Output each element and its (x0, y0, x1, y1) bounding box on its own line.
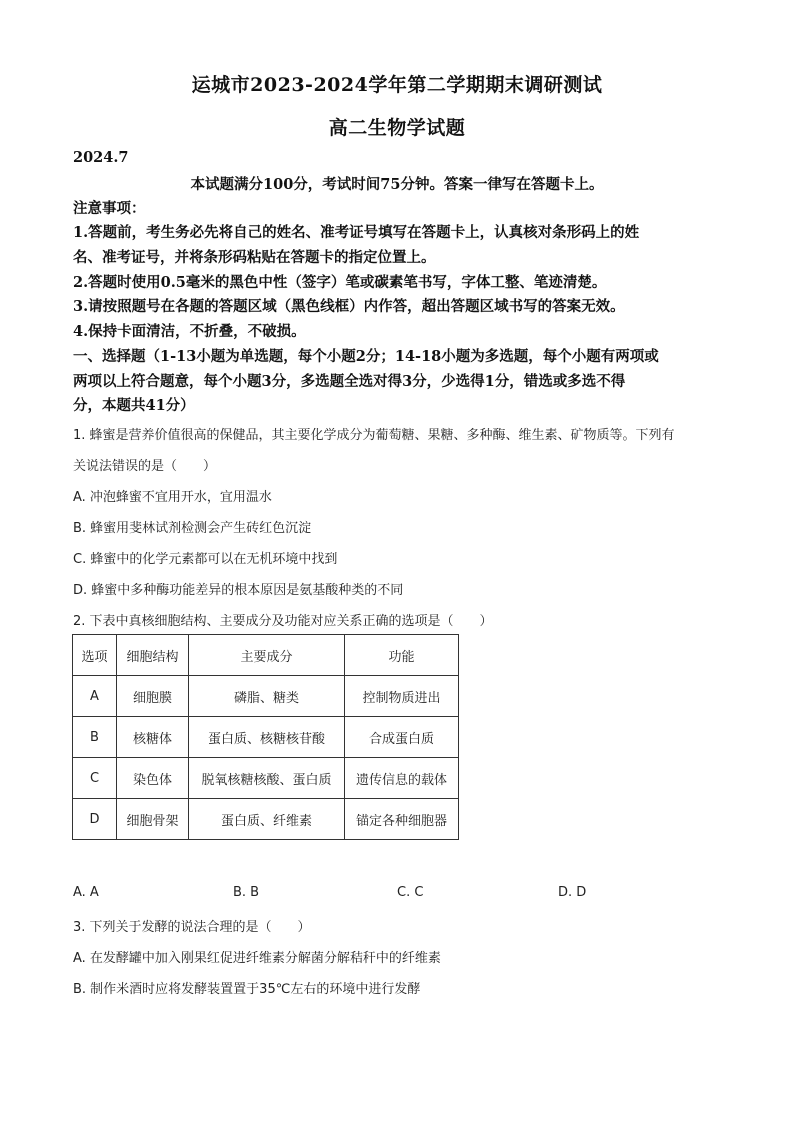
table-cell: 蛋白质、纤维素 (189, 799, 345, 840)
answer-choice: A. A (73, 885, 99, 900)
question-option: A. 在发酵罐中加入刚果红促进纤维素分解菌分解秸秆中的纤维素 (73, 951, 441, 966)
notes-heading: 注意事项： (73, 200, 146, 217)
section-heading: 分，本题共41分） (73, 397, 195, 414)
answer-choice: D. D (558, 885, 587, 900)
table-cell: B (73, 717, 117, 758)
table-cell: 染色体 (117, 758, 189, 799)
table-cell: 细胞骨架 (117, 799, 189, 840)
section-heading: 一、选择题（1-13小题为单选题，每个小题2分；14-18小题为多选题，每个小题有两项或 (73, 348, 659, 365)
note-line: 2.答题时使用0.5毫米的黑色中性（签字）笔或碳素笔书写，字体工整、笔迹清楚。 (73, 274, 607, 291)
table-cell: 磷脂、糖类 (189, 676, 345, 717)
answer-choice: B. B (233, 885, 260, 900)
question-stem: 2. 下表中真核细胞结构、主要成分及功能对应关系正确的选项是（ ） (73, 614, 493, 629)
table-cell: D (73, 799, 117, 840)
note-line: 名、准考证号，并将条形码粘贴在答题卡的指定位置上。 (73, 249, 436, 266)
table-row (73, 799, 459, 840)
answer-choice: C. C (397, 885, 424, 900)
question-option: C. 蜂蜜中的化学元素都可以在无机环境中找到 (73, 552, 338, 567)
question-option: A. 冲泡蜂蜜不宜用开水，宜用温水 (73, 490, 272, 505)
table-cell: 合成蛋白质 (345, 717, 459, 758)
question-stem: 1. 蜂蜜是营养价值很高的保健品，其主要化学成分为葡萄糖、果糖、多种酶、维生素、矿物质等。下列有 (73, 428, 675, 443)
table-header: 主要成分 (189, 635, 345, 676)
table-cell: 蛋白质、核糖核苷酸 (189, 717, 345, 758)
question-option: B. 蜂蜜用斐林试剂检测会产生砖红色沉淀 (73, 521, 312, 536)
exam-info: 本试题满分100分，考试时间75分钟。答案一律写在答题卡上。 (190, 176, 604, 193)
question-option: D. 蜂蜜中多种酶功能差异的根本原因是氨基酸种类的不同 (73, 583, 404, 598)
question-option: B. 制作米酒时应将发酵装置置于35℃左右的环境中进行发酵 (73, 982, 421, 997)
table-cell: 控制物质进出 (345, 676, 459, 717)
table-cell: 核糖体 (117, 717, 189, 758)
table-row (73, 676, 459, 717)
table-cell: 脱氧核糖核酸、蛋白质 (189, 758, 345, 799)
table-row (73, 717, 459, 758)
question-stem: 关说法错误的是（ ） (73, 459, 217, 474)
table-cell: 锚定各种细胞器 (345, 799, 459, 840)
exam-subtitle: 高二生物学试题 (328, 117, 466, 139)
table-cell: 遗传信息的载体 (345, 758, 459, 799)
question-stem: 3. 下列关于发酵的说法合理的是（ ） (73, 920, 311, 935)
table-header: 选项 (73, 635, 117, 676)
table-header: 功能 (345, 635, 459, 676)
options-table (72, 634, 459, 840)
note-line: 3.请按照题号在各题的答题区域（黑色线框）内作答，超出答题区域书写的答案无效。 (73, 298, 625, 315)
table-cell: 细胞膜 (117, 676, 189, 717)
note-line: 4.保持卡面清洁，不折叠，不破损。 (73, 323, 306, 340)
table-header-row (73, 635, 459, 676)
section-heading: 两项以上符合题意，每个小题3分，多选题全选对得3分，少选得1分，错选或多选不得 (73, 373, 626, 390)
exam-title: 运城市2023-2024学年第二学期期末调研测试 (191, 74, 603, 96)
table-cell: C (73, 758, 117, 799)
table-header: 细胞结构 (117, 635, 189, 676)
exam-date: 2024.7 (73, 149, 129, 166)
table-row (73, 758, 459, 799)
note-line: 1.答题前，考生务必先将自己的姓名、准考证号填写在答题卡上，认真核对条形码上的姓 (73, 224, 640, 241)
table-cell: A (73, 676, 117, 717)
